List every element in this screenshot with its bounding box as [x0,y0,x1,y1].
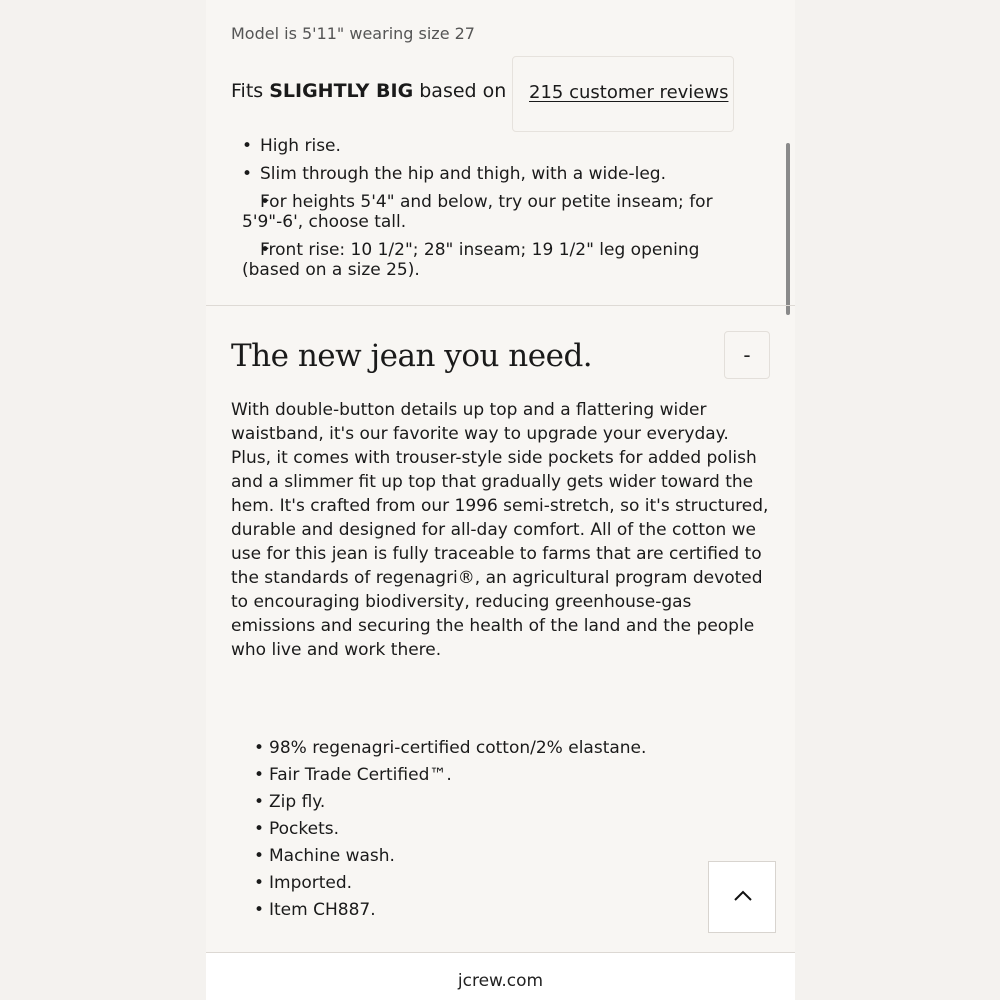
list-item: • Zip fly. [254,789,734,816]
section-title: The new jean you need. [231,338,593,374]
browser-url-bar[interactable] [206,953,795,1000]
fit-verdict: SLIGHTLY BIG [269,80,414,102]
list-item: • Slim through the hip and thigh, with a wide-leg. [242,164,762,184]
back-to-top-button[interactable] [708,861,776,933]
fit-prefix: Fits [231,80,270,102]
section-divider [206,305,795,306]
fit-suffix: based on [413,80,507,102]
product-details-page [206,0,795,1000]
product-description: With double-button details up top and a flattering wider waistband, it's our favorite way to upgrade your everyday. Plus, it comes with trouser-style side pockets for added polish and a slimmer fit up top that gradually gets wider toward the hem. It's crafted from our 1996 semi-stretch, so it's structured, durable and designed for all-day comfort. All of the cotton we use for this jean is fully traceable to farms that are certified to the standards of regenagri®, an agricultural program devoted to encouraging biodiversity, reducing greenhouse-gas emissions and securing the health of the land and the people who live and work there. [231,400,769,660]
list-item: • Imported. [254,870,734,897]
product-details-list [254,735,734,924]
list-item: • 98% regenagri-certified cotton/2% elastane. [254,735,734,762]
list-item: • Fair Trade Certified™. [254,762,734,789]
reviews-link-container[interactable] [512,56,734,132]
customer-reviews-link[interactable]: 215 customer reviews [529,82,729,103]
list-item: • Item CH887. [254,897,734,924]
site-domain: jcrew.com [457,971,544,991]
fit-summary [231,80,506,102]
collapse-section-button[interactable]: - [724,331,770,379]
chevron-up-icon [733,888,753,902]
list-item: • High rise. [242,136,762,156]
list-item: • Front rise: 10 1/2"; 28" inseam; 19 1/2" leg opening (based on a size 25). [242,240,762,280]
list-item: • For heights 5'4" and below, try our petite inseam; for 5'9"-6', choose tall. [242,192,762,232]
fit-details-list [242,136,762,288]
model-size-note: Model is 5'11" wearing size 27 [231,24,475,43]
list-item: • Pockets. [254,816,734,843]
list-item: • Machine wash. [254,843,734,870]
scrollbar-thumb[interactable] [786,143,790,315]
